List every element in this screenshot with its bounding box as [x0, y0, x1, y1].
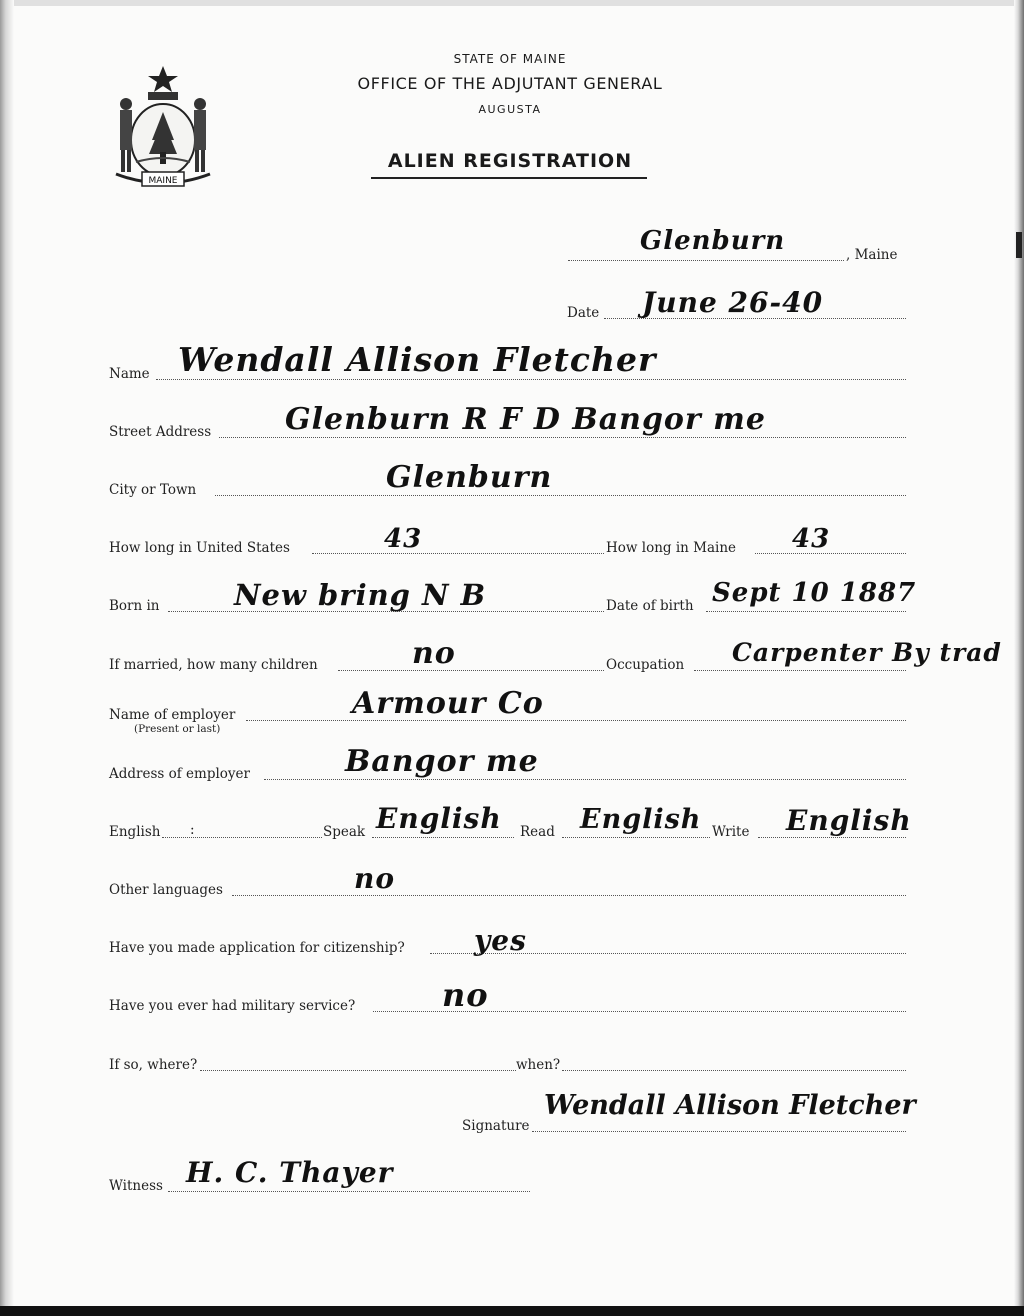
employer-line	[246, 720, 906, 721]
scan-edge-right	[1014, 0, 1024, 1316]
name-line	[156, 379, 906, 380]
scan-edge-top	[0, 0, 1024, 6]
military-value: no	[442, 976, 489, 1014]
us-time-value: 43	[384, 524, 423, 554]
city-value: Glenburn	[386, 460, 553, 495]
dob-value: Sept 10 1887	[712, 578, 917, 608]
english-colon: :	[190, 822, 195, 838]
title-underline	[371, 177, 647, 179]
occupation-label: Occupation	[606, 657, 685, 673]
employer-value: Armour Co	[352, 686, 544, 721]
signature-label: Signature	[462, 1118, 530, 1134]
children-value: no	[412, 636, 456, 671]
scan-edge-mark	[1016, 232, 1022, 258]
maine-time-value: 43	[792, 524, 831, 554]
witness-label: Witness	[109, 1178, 163, 1194]
read-value: English	[580, 804, 702, 835]
header-office: OFFICE OF THE ADJUTANT GENERAL	[357, 74, 663, 93]
date-value: June 26-40	[642, 286, 824, 319]
read-label: Read	[520, 824, 555, 840]
maine-label: , Maine	[846, 247, 898, 263]
occupation-line	[694, 670, 906, 671]
header-state: STATE OF MAINE	[453, 52, 567, 66]
english-line	[162, 837, 322, 838]
citizenship-value: yes	[474, 924, 527, 957]
read-line	[562, 837, 710, 838]
seal-label: MAINE	[148, 176, 178, 186]
form-title: ALIEN REGISTRATION	[387, 150, 633, 172]
where-line	[200, 1070, 516, 1071]
employer-address-line	[264, 779, 906, 780]
speak-line	[372, 837, 514, 838]
dob-label: Date of birth	[606, 598, 694, 614]
witness-line	[168, 1191, 530, 1192]
maine-time-label: How long in Maine	[606, 540, 736, 556]
town-line	[568, 260, 844, 261]
other-languages-label: Other languages	[109, 882, 223, 898]
where-label: If so, where?	[109, 1057, 198, 1073]
maine-time-line	[755, 553, 906, 554]
write-line	[758, 837, 906, 838]
write-label: Write	[712, 824, 750, 840]
employer-label: Name of employer	[109, 707, 236, 723]
us-time-label: How long in United States	[109, 540, 290, 556]
signature-line	[532, 1131, 906, 1132]
english-label: English	[109, 824, 161, 840]
speak-value: English	[376, 802, 502, 835]
other-languages-value: no	[354, 862, 396, 895]
town-value: Glenburn	[640, 226, 786, 256]
street-label: Street Address	[109, 424, 212, 440]
us-time-line	[312, 553, 604, 554]
date-label: Date	[567, 305, 600, 321]
employer-address-label: Address of employer	[109, 766, 250, 782]
city-label: City or Town	[109, 482, 197, 498]
name-value: Wendall Allison Fletcher	[178, 340, 657, 379]
header-city: AUGUSTA	[478, 103, 542, 116]
dob-line	[706, 611, 906, 612]
write-value: English	[786, 804, 912, 837]
children-line	[338, 670, 604, 671]
military-label: Have you ever had military service?	[109, 998, 356, 1014]
when-label: when?	[516, 1057, 561, 1073]
employer-note: (Present or last)	[134, 723, 221, 735]
citizenship-label: Have you made application for citizenship?	[109, 940, 405, 956]
children-label: If married, how many children	[109, 657, 318, 673]
born-in-value: New bring N B	[234, 578, 487, 612]
witness-value: H. C. Thayer	[186, 1156, 394, 1189]
when-line	[562, 1070, 906, 1071]
city-line	[215, 495, 906, 496]
name-label: Name	[109, 366, 150, 382]
speak-label: Speak	[323, 824, 366, 840]
scan-edge-left	[0, 0, 14, 1316]
employer-address-value: Bangor me	[345, 744, 539, 779]
state-seal-icon	[108, 62, 218, 192]
other-languages-line	[232, 895, 906, 896]
born-in-label: Born in	[109, 598, 160, 614]
street-value: Glenburn R F D Bangor me	[285, 402, 767, 437]
occupation-value: Carpenter By trad	[732, 638, 1002, 667]
scan-edge-bottom	[0, 1306, 1024, 1316]
street-line	[219, 437, 906, 438]
signature-value: Wendall Allison Fletcher	[544, 1090, 916, 1121]
